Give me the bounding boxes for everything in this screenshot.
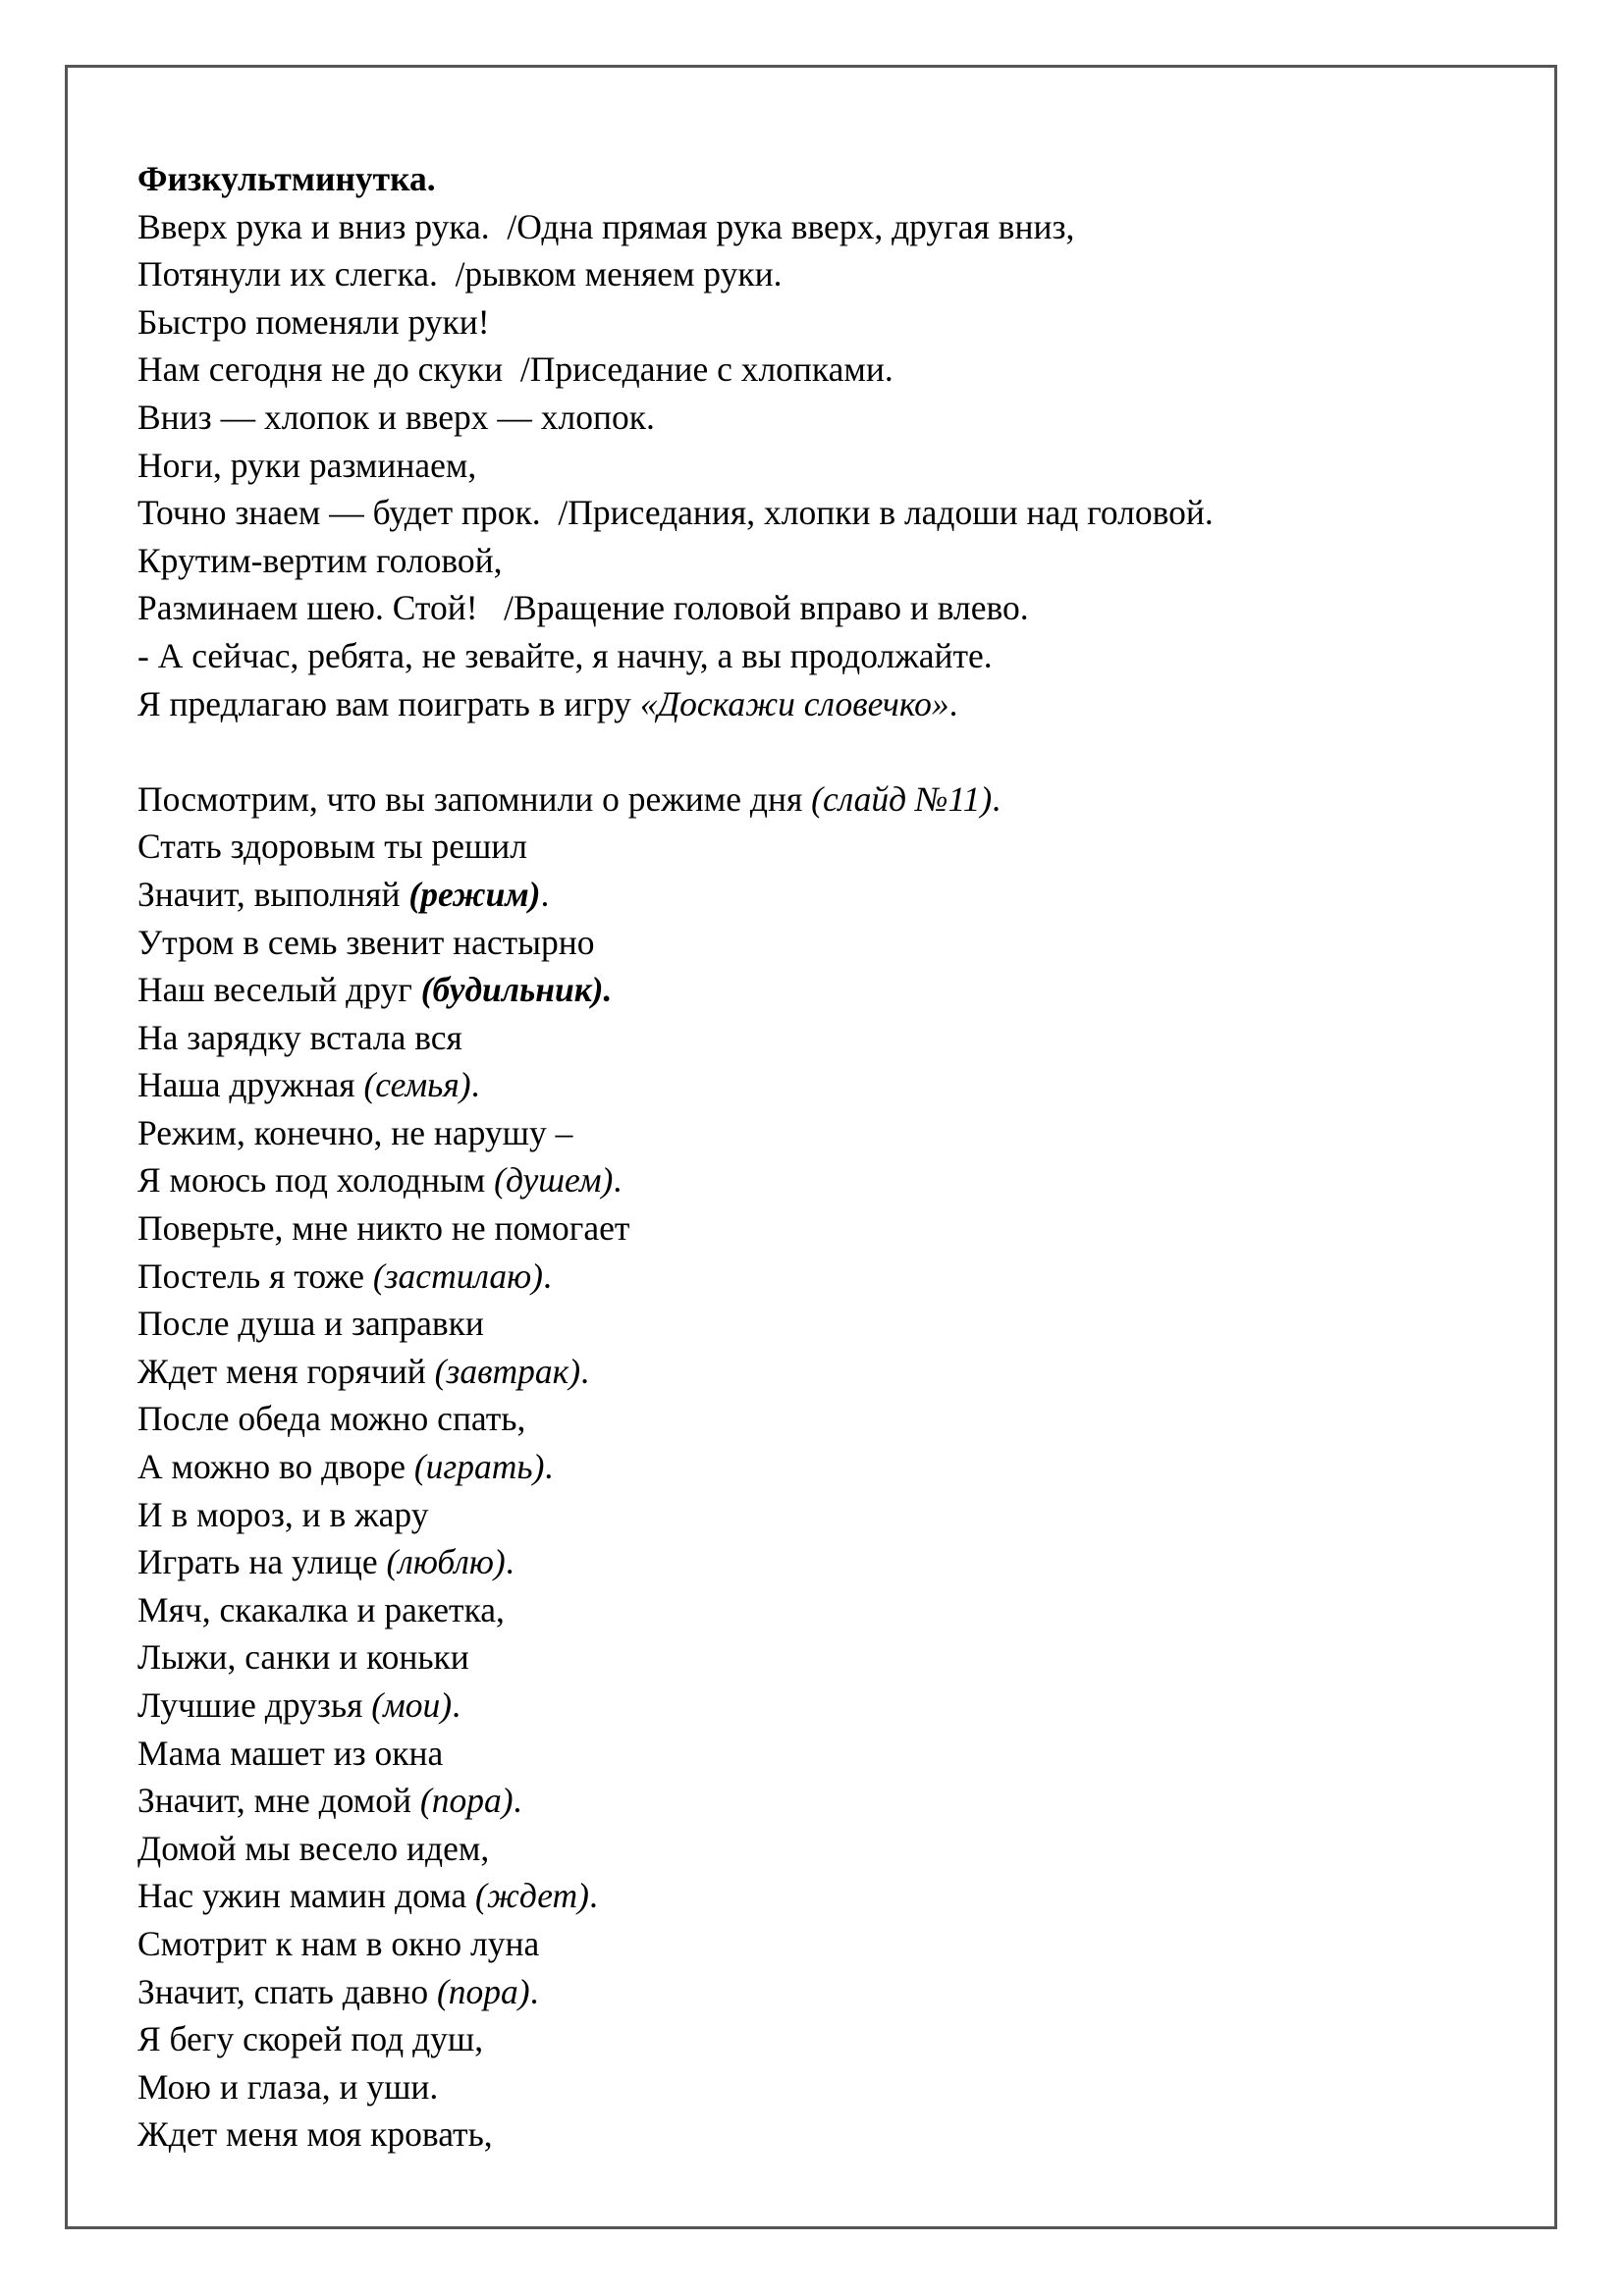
poem-line [137,966,1512,1014]
poem-line-text: Нас ужин мамин дома [137,1876,476,1916]
poem-line [137,1061,1512,1109]
exercise-line: Быстро поменяли руки! [137,301,490,342]
poem-line [137,1443,1512,1491]
poem-line-end: . [505,1542,514,1582]
poem-line-text: Значит, спать давно [137,1971,437,2011]
poem-answer: (завтрак) [434,1351,581,1391]
poem-line [137,2063,1512,2111]
poem-line [137,1920,1512,1968]
poem-line-end: . [529,1971,539,2011]
poem-line-text: Мама машет из окна [137,1733,444,1773]
poem-line [137,1204,1512,1253]
poem-line-text: После обеда можно спать, [137,1399,526,1439]
poem-answer: (будильник). [420,970,613,1010]
poem-line-end: . [470,1065,480,1105]
poem-line [137,1109,1512,1157]
poem-line-text: Стать здоровым ты решил [137,827,528,867]
exercise-line: - А сейчас, ребята, не зевайте, я начну, а вы продолжайте. [137,635,993,675]
poem-line [137,1586,1512,1634]
poem-line [137,919,1512,967]
poem-line [137,1777,1512,1825]
poem-line [137,2110,1512,2159]
paragraph-spacer [137,727,1512,775]
poem-line-end: . [544,1447,554,1487]
poem-line-end: . [542,1255,552,1296]
poem-answer: (семья) [363,1065,471,1105]
game-name: «Доскажи словечко» [639,683,949,723]
poem-line-text: Значит, мне домой [137,1781,420,1821]
exercise-line: Вверх рука и вниз рука. /Одна прямая рука вверх, другая вниз, [137,206,1075,246]
poem-line [137,1730,1512,1778]
poem-line-end: . [452,1685,460,1725]
poem-line-end: . [540,874,550,914]
poem-line-text: Поверьте, мне никто не помогает [137,1208,630,1249]
poem-answer: (пора) [436,1971,530,2011]
game-intro-text: Я предлагаю вам поиграть в игру [137,683,640,723]
poem-answer: (люблю) [386,1542,506,1582]
exercise-block [137,203,1512,680]
poem-line-text: Лыжи, санки и коньки [137,1637,469,1678]
poem-line [137,871,1512,919]
poem-line-text: Играть на улице [137,1542,387,1582]
exercise-line: Разминаем шею. Стой! /Вращение головой вправо и влево. [137,588,1029,628]
poem-line [137,1968,1512,2016]
poem-line [137,1156,1512,1204]
exercise-line: Точно знаем — будет прок. /Приседания, хлопки в ладоши над головой. [137,493,1214,533]
poem-line-text: Домой мы весело идем, [137,1828,490,1868]
poem-line-end: . [580,1351,589,1391]
poem-block [137,823,1512,2159]
poem-line-end: . [613,1160,623,1201]
poem-answer: (ждет) [475,1876,589,1916]
poem-line [137,1682,1512,1730]
poem-line [137,1014,1512,1062]
poem-line-text: Я бегу скорей под душ, [137,2019,484,2059]
poem-answer: (мои) [371,1685,453,1725]
exercise-line: Потянули их слегка. /рывком меняем руки. [137,254,783,294]
poem-line-end: . [513,1781,522,1821]
game-intro-end: . [948,683,958,723]
poem-line [137,1872,1512,1920]
poem-line-text: Наш веселый друг [137,970,421,1010]
poem-line-text: Ждет меня моя кровать, [137,2114,493,2155]
poem-line-text: На зарядку встала вся [137,1017,462,1057]
document-body [137,155,1512,2159]
poem-line-text: Ждет меня горячий [137,1351,435,1391]
poem-answer: (душем) [494,1160,614,1201]
poem-line-text: После душа и заправки [137,1304,484,1344]
poem-line [137,1491,1512,1539]
game-intro-line [137,680,1512,728]
poem-line-text: Мяч, скакалка и ракетка, [137,1589,505,1629]
poem-line-text: И в мороз, и в жару [137,1494,429,1534]
poem-line [137,2015,1512,2063]
slide-reference: (слайд №11) [811,778,993,819]
poem-line-text: Постель я тоже [137,1255,373,1296]
poem-line [137,1300,1512,1348]
slide-line-end: . [992,778,1001,819]
slide-line [137,775,1512,824]
poem-answer: (играть) [413,1447,545,1487]
poem-line-text: Я моюсь под холодным [137,1160,495,1201]
poem-line [137,1348,1512,1396]
slide-line-text: Посмотрим, что вы запомнили о режиме дня [137,778,812,819]
poem-answer: (режим) [408,874,541,914]
poem-line-end: . [589,1876,598,1916]
poem-line [137,1633,1512,1682]
poem-line-text: А можно во дворе [137,1447,414,1487]
poem-line [137,1253,1512,1301]
poem-line-text: Значит, выполняй [137,874,409,914]
poem-line-text: Режим, конечно, не нарушу – [137,1112,573,1152]
poem-line-text: Утром в семь звенит настырно [137,922,595,962]
exercise-line: Крутим-вертим головой, [137,540,503,580]
poem-line-text: Мою и глаза, и уши. [137,2066,439,2107]
poem-line [137,1825,1512,1873]
poem-line [137,1538,1512,1586]
poem-line-text: Смотрит к нам в окно луна [137,1923,540,1963]
poem-line [137,1395,1512,1443]
poem-line-text: Наша дружная [137,1065,364,1105]
exercise-line: Вниз — хлопок и вверх — хлопок. [137,397,655,437]
exercise-line: Ноги, руки разминаем, [137,445,477,485]
poem-answer: (пора) [419,1781,514,1821]
poem-line [137,823,1512,871]
poem-line-text: Лучшие друзья [137,1685,372,1725]
section-heading: Физкультминутка. [137,159,436,198]
exercise-line: Нам сегодня не до скуки /Приседание с хлопками. [137,349,893,390]
poem-answer: (застилаю) [372,1255,543,1296]
